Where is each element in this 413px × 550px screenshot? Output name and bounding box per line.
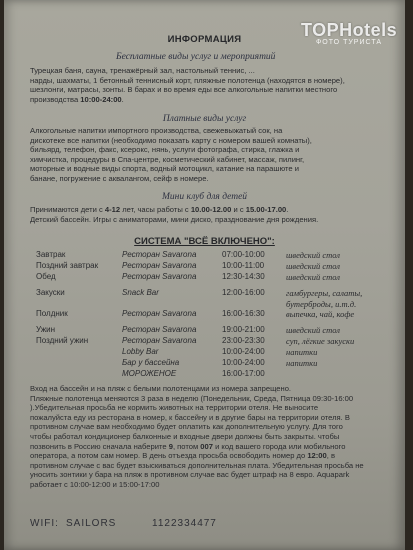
meal-venue: Ресторан Savarona <box>122 309 197 318</box>
wifi-password: 1122334477 <box>152 518 217 529</box>
meal-note: бутерброды, и.т.д. <box>286 299 357 309</box>
meal-row <box>4 250 405 261</box>
meal-note: выпечка, чай, кофе <box>286 309 355 319</box>
meal-row <box>4 309 405 320</box>
meal-note: гамбургеры, салаты, <box>286 288 363 298</box>
meal-venue: Ресторан Savarona <box>122 325 197 334</box>
meal-name: Поздний ужин <box>36 336 89 345</box>
meal-venue: Snack Bar <box>122 288 159 297</box>
meal-note: напитки <box>286 358 318 368</box>
meal-note: шведский стол <box>286 325 340 335</box>
meal-time: 19:00-21:00 <box>222 325 265 334</box>
meal-time: 12:00-16:00 <box>222 288 265 297</box>
meal-time: 10:00-11:00 <box>222 261 265 270</box>
meal-time: 12:30-14:30 <box>222 272 265 281</box>
watermark-tagline: ФОТО ТУРИСТА <box>315 39 383 46</box>
watermark-brand: TOPHotels <box>301 20 398 40</box>
meal-time: 16:00-16:30 <box>222 309 265 318</box>
mini-club-text: Принимаются дети с 4-12 лет, часы работы с 10.00-12.00 и с 15.00-17.00. Детский бассейн. Игры с аниматорами, мини диско, празднование дня рождения. <box>30 205 319 224</box>
meal-venue: Ресторан Savarona <box>122 261 197 270</box>
free-services-text: Турецкая баня, сауна, тренажёрный зал, настольный теннис, ... нарды, шахматы, 1 бетонный теннисный корт, пляжные полотенца (находятся в номере), шезлонги, матрасы, зонты. В барах и во время еды все алкогольные напитки местного производства 10:00-24:00. <box>30 66 345 104</box>
meal-row <box>4 325 405 336</box>
meal-time: 23:00-23:30 <box>222 336 265 345</box>
meal-note: суп, лёгкие закуски <box>286 336 355 346</box>
meal-venue: Ресторан Savarona <box>122 272 197 281</box>
meal-venue: МОРОЖЕНОЕ <box>122 369 177 378</box>
meal-row <box>4 288 405 299</box>
free-services-heading: Бесплатные виды услуг и мероприятий <box>116 52 276 62</box>
meal-time: 10:00-24:00 <box>222 347 265 356</box>
meal-note: шведский стол <box>286 261 340 271</box>
meal-row <box>4 358 405 369</box>
wifi-network: SAILORS <box>66 518 117 529</box>
meal-venue: Ресторан Savarona <box>122 250 197 259</box>
meal-name: Обед <box>36 272 56 281</box>
meal-row <box>4 336 405 347</box>
meal-venue: Ресторан Savarona <box>122 336 197 345</box>
meal-venue: Lobby Bar <box>122 347 159 356</box>
meal-time: 16:00-17:00 <box>222 369 265 378</box>
page-title: ИНФОРМАЦИЯ <box>167 34 242 45</box>
meal-note: напитки <box>286 347 318 357</box>
meal-venue: Бар у бассейна <box>122 358 180 367</box>
meal-name: Завтрак <box>36 250 66 259</box>
meal-row <box>4 369 405 380</box>
meal-row <box>4 261 405 272</box>
meal-row <box>4 272 405 283</box>
wifi-label: WIFI: <box>30 518 59 529</box>
meal-name: Полдник <box>36 309 68 318</box>
meal-row <box>4 347 405 358</box>
paid-services-text: Алкогольные напитки импортного производства, свежевыжатый сок, на дискотеке все напитки (необходимо показать карту с номером вашей комнаты), бильярд, телефон, факс, ксерокс, нянь, услуги фотографа, стирка, глажка и химчистка, процедуры в Спа-центре, косметический кабинет, массаж, пилинг, моторные и водные виды спорта, водный мотоцикл, катание на парашюте и банане, погружение с аквалангом, сейф в номере. <box>30 126 312 183</box>
meal-name: Закуски <box>36 288 65 297</box>
all-inclusive-title: СИСТЕМА "ВСЁ ВКЛЮЧЕНО": <box>134 236 275 247</box>
meal-note: шведский стол <box>286 272 340 282</box>
meal-time: 10:00-24:00 <box>222 358 265 367</box>
meal-name: Поздний завтрак <box>36 261 99 270</box>
meal-name: Ужин <box>36 325 56 334</box>
paid-services-heading: Платные виды услуг <box>162 114 247 124</box>
meal-time: 07:00-10:00 <box>222 250 265 259</box>
meal-note: шведский стол <box>286 250 340 260</box>
info-sheet <box>4 0 405 550</box>
hotel-rules-text: Вход на бассейн и на пляж с белыми полотенцами из номера запрещено. Пляжные полотенца меняются 3 раза в неделю (Понедельник, Среда, Пятница 09:30-16:00 ).Убедительная просьба не кормить животных на территории отеля. Не выносите пожалуйста еду из ресторана в номер, к бассейну и в другие бары на территории отеля. В противном случае вам необходимо будет оплатить как дополнительную услугу. Для того чтобы работал кондиционер балконные и входные двери должны быть закрыты. чтобы позвонить в Россию сначала наберите 9, потом 007 и код вашего города или мобильного оператора, а потом сам номер. В день отъезда просьба освободить номер до 12:00, в противном случае с вас будет взыскиваться дополнительная плата. Убедительная просьба не уносить зонтики у бара на пляж в противном случае вас будет штраф на 8 евро. Aquapark работает с 10:00-12:00 и 15:00-17:00 <box>30 384 364 489</box>
mini-club-heading: Мини клуб для детей <box>161 192 248 202</box>
